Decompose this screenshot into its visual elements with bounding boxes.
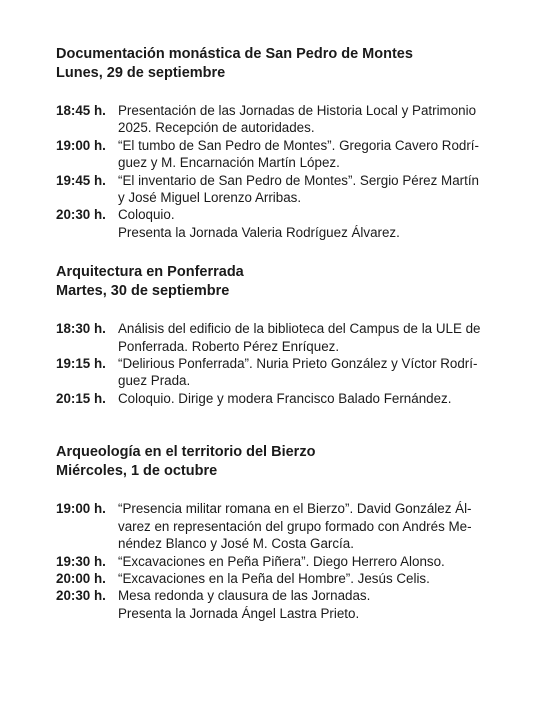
entry-description: “Excavaciones en Peña Piñera”. Diego Herrero Alonso. xyxy=(118,553,445,569)
section-title: Arqueología en el territorio del Bierzo xyxy=(56,444,316,461)
entry-description: “El tumbo de San Pedro de Montes”. Gregoria Cavero Rodrí- guez y M. Encarnación Martín López. xyxy=(118,137,479,171)
entry-description: “El inventario de San Pedro de Montes”. Sergio Pérez Martín y José Miguel Lorenzo Arribas. xyxy=(118,172,479,206)
entry-description: Mesa redonda y clausura de las Jornadas. Presenta la Jornada Ángel Lastra Prieto. xyxy=(118,588,371,621)
entry-time: 19:15 h. xyxy=(56,356,106,372)
entry-time: 20:00 h. xyxy=(56,570,106,586)
program-entry xyxy=(56,137,505,172)
program-entry xyxy=(56,553,505,570)
entry-description: Coloquio. Dirige y modera Francisco Balado Fernández. xyxy=(118,390,452,406)
entry-description: Presentación de las Jornadas de Historia Local y Patrimonio 2025. Recepción de autoridades. xyxy=(118,103,477,136)
entry-time: 20:15 h. xyxy=(56,390,106,406)
entry-description: Coloquio. Presenta la Jornada Valeria Rodríguez Álvarez. xyxy=(118,207,400,240)
section-monastic-documentation xyxy=(56,45,505,241)
program-entry xyxy=(56,320,505,355)
entry-time: 19:00 h. xyxy=(56,501,106,517)
entry-time: 19:00 h. xyxy=(56,137,106,153)
program-entry xyxy=(56,355,505,390)
program-entry xyxy=(56,390,505,407)
entry-time: 20:30 h. xyxy=(56,207,106,223)
entry-time: 18:45 h. xyxy=(56,103,106,118)
section-title: Arquitectura en Ponferrada xyxy=(56,264,244,281)
entry-time: 18:30 h. xyxy=(56,321,106,337)
section-title: Documentación monástica de San Pedro de Montes xyxy=(56,46,413,62)
entry-description: “Excavaciones en la Peña del Hombre”. Jesús Celis. xyxy=(118,570,430,586)
entry-description: Análisis del edificio de la biblioteca del Campus de la ULE de Ponferrada. Roberto Pérez Enríquez. xyxy=(118,321,481,354)
entry-time: 19:45 h. xyxy=(56,172,106,188)
program-entry xyxy=(56,500,505,552)
entry-time: 19:30 h. xyxy=(56,553,106,569)
section-date: Miércoles, 1 de octubre xyxy=(56,463,218,480)
program-entry xyxy=(56,172,505,207)
entry-time: 20:30 h. xyxy=(56,588,106,604)
section-archaeology xyxy=(56,443,505,622)
program-entry xyxy=(56,102,505,137)
section-architecture xyxy=(56,263,505,407)
program-entry xyxy=(56,206,505,241)
entry-description: “Presencia militar romana en el Bierzo”. David González Ál- varez en representación del grupo formado con Andrés Me- néndez Blanco y José M. Costa García. xyxy=(118,501,472,552)
entry-description: “Delirious Ponferrada”. Nuria Prieto González y Víctor Rodrí- guez Prada. xyxy=(118,356,478,389)
program-entry xyxy=(56,570,505,587)
section-date: Lunes, 29 de septiembre xyxy=(56,65,226,81)
section-date: Martes, 30 de septiembre xyxy=(56,283,230,300)
program-entry xyxy=(56,587,505,622)
